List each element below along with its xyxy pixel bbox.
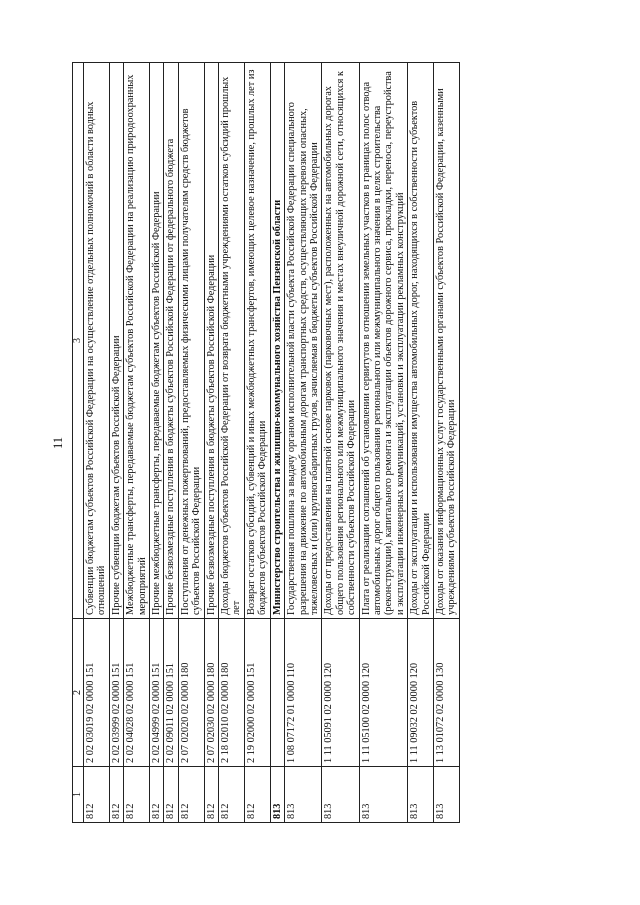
revenue-code-cell: 2 02 09011 02 0000 151: [164, 619, 178, 767]
table-row: [433, 63, 459, 823]
revenue-name-cell: Министерство строительства и жилищно-коммунального хозяйства Пензенской области: [270, 63, 284, 619]
table-row: [178, 63, 204, 823]
admin-code-cell: 813: [270, 767, 284, 823]
admin-code-cell: 812: [84, 767, 110, 823]
revenue-name-cell: Межбюджетные трансферты, передаваемые бюджетам субъектов Российской Федерации на реализацию природоохранных мероприятий: [124, 63, 150, 619]
column-header: 1: [73, 767, 84, 823]
revenue-code-cell: 1 13 01072 02 0000 130: [433, 619, 459, 767]
revenue-name-cell: Доходы бюджетов субъектов Российской Федерации от возврата бюджетными учреждениями остатков субсидий прошлых лет: [219, 63, 245, 619]
revenue-code-cell: 2 07 02020 02 0000 180: [178, 619, 204, 767]
page-number: 11: [51, 436, 65, 450]
revenue-name-cell: Доходы от эксплуатации и использования имущества автомобильных дорог, находящихся в собственности субъектов Российской Федерации: [408, 63, 434, 619]
admin-code-cell: 813: [322, 767, 359, 823]
revenue-name-cell: Прочие межбюджетные трансферты, передаваемые бюджетам субъектов Российской Федерации: [150, 63, 164, 619]
column-header: 2: [73, 619, 84, 767]
revenue-code-cell: 1 08 07172 01 0000 110: [285, 619, 322, 767]
revenue-code-cell: 1 11 05100 02 0000 120: [359, 619, 408, 767]
admin-code-cell: 812: [124, 767, 150, 823]
revenue-name-cell: Прочие безвозмездные поступления в бюджеты субъектов Российской Федерации от федерального бюджета: [164, 63, 178, 619]
table-row: [219, 63, 245, 823]
admin-code-cell: 812: [178, 767, 204, 823]
revenue-code-cell: 1 11 05091 02 0000 120: [322, 619, 359, 767]
admin-code-cell: 813: [359, 767, 408, 823]
revenue-codes-table: [72, 62, 460, 823]
table-row: [244, 63, 270, 823]
revenue-code-cell: [270, 619, 284, 767]
revenue-name-cell: Плата от реализации соглашений об установлении сервитутов в отношении земельных участков в границах полос отвода автомобильных дорог общего пользования регионального или межмуниципального значения в целях строительства (реконструкции), капитального ремонта и эксплуатации объектов дорожного сервиса, прокладки, переноса, переустройства и эксплуатации инженерных коммуникаций, установки и эксплуатации рекламных конструкций: [359, 63, 408, 619]
revenue-code-cell: 2 02 04028 02 0000 151: [124, 619, 150, 767]
admin-code-cell: 813: [408, 767, 434, 823]
revenue-code-cell: 2 02 04999 02 0000 151: [150, 619, 164, 767]
revenue-name-cell: Возврат остатков субсидий, субвенций и иных межбюджетных трансфертов, имеющих целевое назначение, прошлых лет из бюджетов субъектов Российской Федерации: [244, 63, 270, 619]
section-header-row: [270, 63, 284, 823]
rotated-page-content: [48, 63, 608, 823]
admin-code-cell: 812: [164, 767, 178, 823]
table-row: [204, 63, 218, 823]
revenue-code-cell: 2 19 02000 02 0000 151: [244, 619, 270, 767]
revenue-name-cell: Государственная пошлина за выдачу органом исполнительной власти субъекта Российской Федерации специального разрешения на движение по автомобильным дорогам транспортных средств, осуществляющих перевозки опасных, тяжеловесных и (или) крупногабаритных грузов, зачисляемая в бюджеты субъектов Российской Федерации: [285, 63, 322, 619]
table-row: [322, 63, 359, 823]
column-header: 3: [73, 63, 84, 619]
admin-code-cell: 812: [109, 767, 123, 823]
revenue-code-cell: 2 02 03019 02 0000 151: [84, 619, 110, 767]
admin-code-cell: 812: [244, 767, 270, 823]
revenue-name-cell: Поступления от денежных пожертвований, предоставляемых физическими лицами получателям средств бюджетов субъектов Российской Федерации: [178, 63, 204, 619]
revenue-code-cell: 2 18 02010 02 0000 180: [219, 619, 245, 767]
admin-code-cell: 812: [204, 767, 218, 823]
admin-code-cell: 813: [433, 767, 459, 823]
revenue-code-cell: 2 02 03999 02 0000 151: [109, 619, 123, 767]
table-row: [285, 63, 322, 823]
table-row: [408, 63, 434, 823]
table-row: [124, 63, 150, 823]
admin-code-cell: 812: [150, 767, 164, 823]
table-body: [84, 63, 460, 823]
admin-code-cell: 813: [285, 767, 322, 823]
revenue-code-cell: 2 07 02030 02 0000 180: [204, 619, 218, 767]
table-row: [164, 63, 178, 823]
table-row: [84, 63, 110, 823]
revenue-name-cell: Прочие субвенции бюджетам субъектов Российской Федерации: [109, 63, 123, 619]
table-row: [359, 63, 408, 823]
admin-code-cell: 812: [219, 767, 245, 823]
table-header-row: [73, 63, 84, 823]
revenue-name-cell: Прочие безвозмездные поступления в бюджеты субъектов Российской Федерации: [204, 63, 218, 619]
table-row: [150, 63, 164, 823]
revenue-code-cell: 1 11 09032 02 0000 120: [408, 619, 434, 767]
revenue-name-cell: Доходы от предоставления на платной основе парковок (парковочных мест), расположенных на автомобильных дорогах общего пользования регионального или межмуниципального значения и местах внеуличной дорожной сети, относящихся к собственности субъектов Российской Федерации: [322, 63, 359, 619]
table-row: [109, 63, 123, 823]
revenue-name-cell: Субвенции бюджетам субъектов Российской Федерации на осуществление отдельных полномочий в области водных отношений: [84, 63, 110, 619]
revenue-name-cell: Доходы от оказания информационных услуг государственными органами субъектов Российской Федерации, казенными учреждениями субъектов Российской Федерации: [433, 63, 459, 619]
